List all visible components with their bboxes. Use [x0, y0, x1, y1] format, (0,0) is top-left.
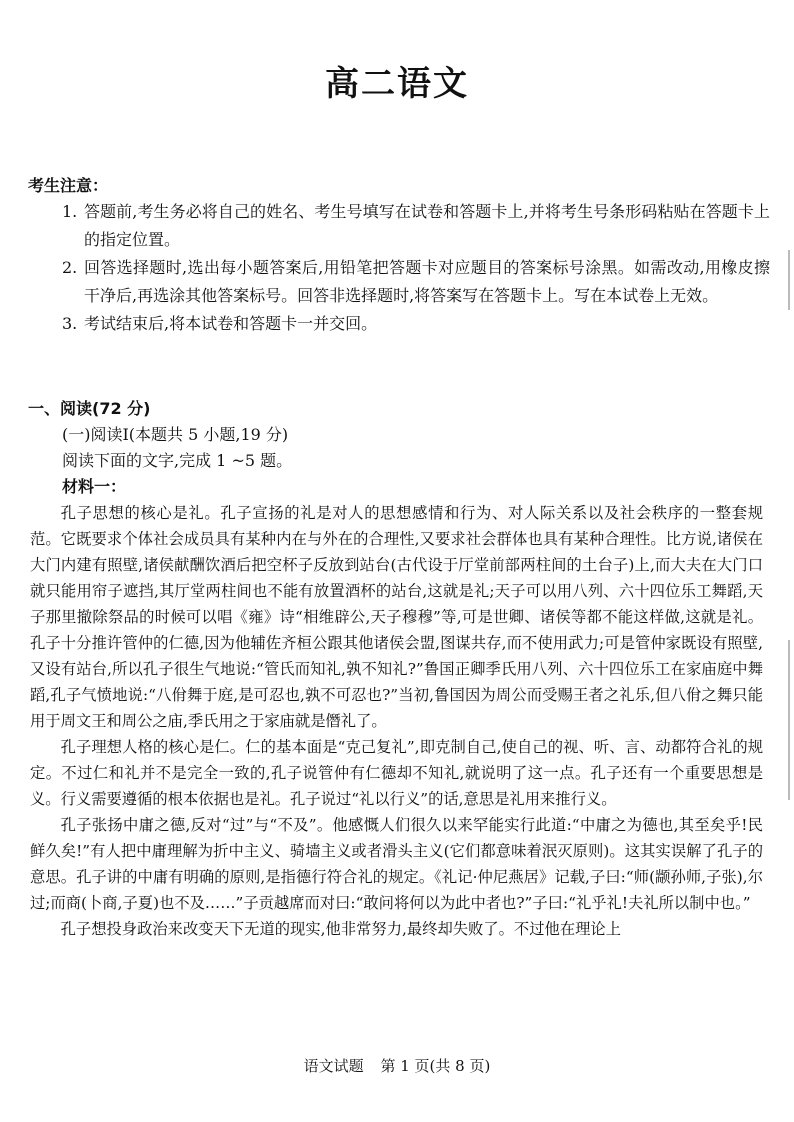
footer-page-number: 第 1 页(共 8 页) — [380, 1057, 491, 1075]
reading-instruction: 阅读下面的文字,完成 1 ~5 题。 — [62, 451, 293, 470]
notice-item-text: 考试结束后,将本试卷和答题卡一并交回。 — [84, 314, 378, 333]
notice-item — [62, 310, 770, 338]
notice-item — [62, 198, 770, 254]
footer-subject: 语文试题 — [303, 1057, 364, 1075]
material-label: 材料一： — [62, 477, 127, 496]
section-heading: 一、阅读(72 分) — [28, 399, 151, 418]
passage-paragraph: 孔子张扬中庸之德,反对“过”与“不及”。他感慨人们很久以来罕能实行此道:“中庸之为德也,其至矣乎!民鲜久矣!”有人把中庸理解为折中主义、骑墙主义或者滑头主义(它们都意味着泯灭原则)。这其实误解了孔子的意思。孔子讲的中庸有明确的原则,是指德行符合礼的规定。《礼记·仲尼燕居》记载,子曰:“师(颛孙师,子张),尔过;而商(卜商,子夏)也不及……”子贡越席而对曰:“敢问将何以为此中者也?”子曰:“礼乎礼!夫礼所以制中也。” — [30, 816, 763, 912]
notice-list — [62, 198, 770, 338]
notice-heading: 考生注意： — [28, 176, 109, 195]
section-subheading: (一)阅读Ⅰ(本题共 5 小题,19 分) — [62, 425, 289, 444]
page-title: 高二语文 — [325, 64, 469, 104]
notice-item-number: 3. — [62, 314, 78, 333]
passage-paragraph: 孔子理想人格的核心是仁。仁的基本面是“克己复礼”,即克制自己,使自己的视、听、言、动都符合礼的规定。不过仁和礼并不是完全一致的,孔子说管仲有仁德却不知礼,就说明了这一点。孔子还有一个重要思想是义。行义需要遵循的根本依据也是礼。孔子说过“礼以行义”的话,意思是礼用来推行义。 — [30, 738, 763, 808]
notice-item-text: 回答选择题时,选出每小题答案后,用铅笔把答题卡对应题目的答案标号涂黑。如需改动,用橡皮擦干净后,再选涂其他答案标号。回答非选择题时,将答案写在答题卡上。写在本试卷上无效。 — [84, 258, 770, 305]
notice-item-text: 答题前,考生务必将自己的姓名、考生号填写在试卷和答题卡上,并将考生号条形码粘贴在答题卡上的指定位置。 — [84, 202, 770, 249]
notice-item-number: 2. — [62, 258, 78, 277]
notice-item-number: 1. — [62, 202, 78, 221]
passage-paragraph: 孔子思想的核心是礼。孔子宣扬的礼是对人的思想感情和行为、对人际关系以及社会秩序的一整套规范。它既要求个体社会成员具有某种内在与外在的合理性,又要求社会群体也具有某种合理性。比方说,诸侯在大门内建有照壁,诸侯献酬饮酒后把空杯子反放到站台(古代设于厅堂前部两柱间的土台子)上,而大夫在大门口就只能用帘子遮挡,其厅堂两柱间也不能有放置酒杯的站台,这就是礼;天子可以用八列、六十四位乐工舞蹈,天子那里撤除祭品的时候可以唱《雍》诗“相维辟公,天子穆穆”等,可是世卿、诸侯等都不能这样做,这就是礼。孔子十分推许管仲的仁德,因为他辅佐齐桓公跟其他诸侯会盟,图谋共存,而不使用武力;可是管仲家既设有照壁,又设有站台,所以孔子很生气地说:“管氏而知礼,孰不知礼?”鲁国正卿季氏用八列、六十四位乐工在家庙庭中舞蹈,孔子气愤地说:“八佾舞于庭,是可忍也,孰不可忍也?”当初,鲁国因为周公而受赐王者之礼乐,但八佾之舞只能用于周文王和周公之庙,季氏用之于家庙就是僭礼了。 — [30, 504, 763, 730]
page-footer — [0, 1055, 794, 1076]
notice-item — [62, 254, 770, 310]
scan-edge-mark — [788, 250, 790, 310]
scan-edge-mark — [788, 640, 790, 800]
passage-body — [30, 500, 763, 942]
passage-paragraph: 孔子想投身政治来改变天下无道的现实,他非常努力,最终却失败了。不过他在理论上 — [60, 920, 622, 938]
